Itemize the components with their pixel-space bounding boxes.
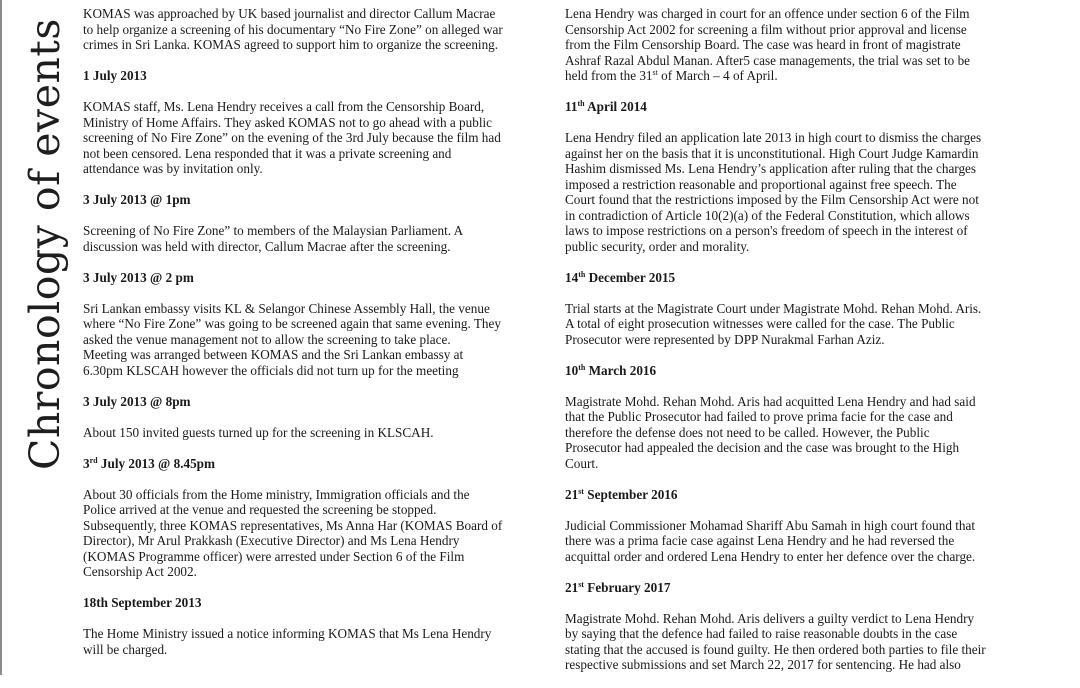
event-date-text: 3 July 2013 @ 1pm (83, 192, 191, 207)
text-line: Police arrived at the venue and requested the screening be stopped. (83, 502, 437, 517)
event-date-heading (565, 363, 1025, 379)
event-description (565, 518, 1025, 565)
text-line: Censorship Act 2002. (83, 564, 197, 579)
text-line: that the Public Prosecutor had failed to prove prima facie for the case and (565, 409, 953, 424)
text-line: Magistrate Mohd. Rehan Mohd. Aris delivers a guilty verdict to Lena Hendry (565, 610, 975, 626)
event-date-superscript: th (577, 99, 585, 108)
text-line-text: of March – 4 of April. (657, 68, 778, 83)
event-date-text: 10 (565, 362, 579, 378)
event-date-heading (565, 270, 1025, 286)
text-line: Lena Hendry was charged in court for an offence under section 6 of the Film (565, 6, 970, 21)
text-line: Ashraf Razal Abdul Manan. After5 case managements, the trial was set to be (565, 52, 971, 68)
text-line: public security, order and morality. (565, 238, 750, 254)
event-date-superscript: rd (89, 455, 98, 465)
text-line: Judicial Commissioner Mohamad Shariff Abu Samah in high court found that (565, 517, 975, 533)
event-description (83, 487, 533, 580)
text-line-text: held from the 31 (565, 68, 653, 83)
event-date-heading (83, 595, 533, 611)
text-line: Screening of No Fire Zone” to members of the Malaysian Parliament. A (83, 223, 464, 238)
event-date-heading (565, 487, 1025, 503)
event-description (83, 223, 533, 254)
text-line: discussion was held with director, Callum Macrae after the screening. (83, 238, 451, 254)
event-description (83, 6, 533, 53)
event-date-text: 18th September 2013 (83, 595, 202, 610)
event-date-superscript: th (578, 269, 586, 279)
text-line: About 30 officials from the Home ministry, Immigration officials and the (83, 486, 470, 502)
text-line: where “No Fire Zone” was going to be screened again that same evening. They (83, 316, 501, 331)
event-date-heading (565, 580, 1025, 596)
event-date-heading (83, 456, 533, 472)
event-date-text: July 2013 @ 8.45pm (97, 455, 216, 471)
text-line: respective submissions and set March 22, 2017 for sentencing. He had also (565, 657, 961, 672)
text-line (565, 68, 1025, 84)
text-line: (KOMAS Programme officer) were arrested under Section 6 of the Film (83, 548, 465, 564)
text-line: by saying that the defence had failed to raise reasonable doubts in the case (565, 626, 958, 641)
text-line: Director), Mr Arul Prakkash (Executive Director) and Ms Lena Hendry (83, 533, 460, 548)
event-description (565, 6, 1025, 84)
left-column (83, 6, 533, 673)
text-line: attendance was by invitation only. (83, 161, 263, 176)
event-date-heading (83, 394, 533, 410)
event-date-text: 1 July 2013 (83, 68, 147, 83)
text-line: screening of No Fire Zone” on the evening of the 3rd July because the film had (83, 130, 501, 145)
event-description (565, 130, 1025, 254)
text-line: acquittal order and ordered Lena Hendry to enter her defence over the charge. (565, 548, 976, 564)
event-date-text: 14 (565, 269, 579, 285)
event-date-heading (565, 99, 1025, 115)
event-description (83, 99, 533, 177)
text-line: KOMAS staff, Ms. Lena Hendry receives a call from the Censorship Board, (83, 99, 485, 114)
text-line: Prosecutor were represented by DPP Nurakmal Farhan Aziz. (565, 331, 885, 347)
event-date-text: 3 July 2013 @ 8pm (83, 393, 191, 409)
event-date-text: 21 (565, 486, 579, 502)
text-line: not been censored. Lena responded that it was a private screening and (83, 145, 452, 161)
text-line: Court. (565, 455, 599, 471)
text-line: stating that the accused is found guilty. He then ordered both parties to file their (565, 641, 986, 657)
event-date-text: December 2015 (585, 269, 676, 285)
text-line: Censorship Act 2002 for screening a film without prior approval and license (565, 21, 967, 37)
text-line: therefore the defense does not need to be called. However, the Public (565, 424, 930, 440)
text-line: laws to impose restrictions on a person's freedom of speech in the interest of (565, 223, 968, 238)
event-description (565, 611, 1025, 673)
text-line: Court found that the restrictions imposed by the Film Censorship Act were not (565, 192, 979, 207)
event-date-superscript: st (578, 486, 584, 496)
right-column (565, 6, 1025, 688)
event-date-text: February 2017 (583, 579, 671, 595)
text-line: against her on the basis that it is unconstitutional. High Court Judge Kamardin (565, 145, 979, 161)
text-line: Sri Lankan embassy visits KL & Selangor Chinese Assembly Hall, the venue (83, 300, 490, 316)
text-line: A total of eight prosecution witnesses were called for the case. The Public (565, 316, 955, 331)
text-line: crimes in Sri Lanka. KOMAS agreed to support him to organize the screening. (83, 37, 499, 52)
event-date-text: 3 July 2013 @ 2 pm (83, 269, 194, 285)
event-date-heading (83, 270, 533, 286)
event-description (565, 394, 1025, 472)
text-line: Subsequently, three KOMAS representatives, Ms Anna Har (KOMAS Board of (83, 517, 503, 533)
page-left-border (0, 0, 2, 675)
text-line: The Home Ministry issued a notice informing KOMAS that Ms Lena Hendry (83, 626, 492, 641)
event-description (83, 425, 533, 441)
text-line: from the Film Censorship Board. The case was heard in front of magistrate (565, 37, 961, 52)
text-line: KOMAS was approached by UK based journalist and director Callum Macrae (83, 6, 496, 21)
event-date-superscript: th (578, 362, 586, 372)
text-line: About 150 invited guests turned up for the screening in KLSCAH. (83, 424, 434, 440)
event-description (83, 626, 533, 657)
event-date-heading (83, 192, 533, 208)
event-date-text: September 2016 (583, 486, 678, 502)
event-description (565, 301, 1025, 348)
text-line: to help organize a screening of his documentary “No Fire Zone” on alleged war (83, 21, 503, 37)
text-line: 6.30pm KLSCAH however the officials did not turn up for the meeting (83, 362, 459, 378)
text-line: Trial starts at the Magistrate Court under Magistrate Mohd. Rehan Mohd. Aris. (565, 300, 982, 316)
event-description (83, 301, 533, 379)
text-line: Magistrate Mohd. Rehan Mohd. Aris had acquitted Lena Hendry and had said (565, 393, 976, 409)
text-line: asked the venue management not to allow the screening to take place. (83, 331, 451, 347)
text-line: in contradiction of Article 10(2)(a) of the Federal Constitution, which allows (565, 207, 970, 223)
text-line: Prosecutor had appealed the decision and the case was brought to the High (565, 440, 960, 455)
text-line: Meeting was arranged between KOMAS and the Sri Lankan embassy at (83, 347, 464, 362)
event-date-text: 11 (565, 99, 578, 114)
text-line: Lena Hendry filed an application late 2013 in high court to dismiss the charges (565, 130, 982, 145)
text-line: there was a prima facie case against Lena Hendry and he had reversed the (565, 533, 955, 548)
event-date-text: 3 (83, 455, 90, 471)
event-date-text: April 2014 (584, 99, 647, 114)
event-date-text: 21 (565, 579, 579, 595)
text-line-superscript: st (652, 68, 658, 77)
event-date-text: March 2016 (585, 362, 657, 378)
text-line: Hashim dismissed Ms. Lena Hendry’s application after ruling that the charges (565, 161, 977, 176)
text-line: imposed a restriction reasonable and proportional against free speech. The (565, 176, 957, 192)
vertical-title: Chronology of events (21, 18, 69, 470)
event-date-superscript: st (578, 579, 584, 589)
text-line: Ministry of Home Affairs. They asked KOMAS not to go ahead with a public (83, 114, 492, 130)
event-date-heading (83, 68, 533, 84)
text-line: will be charged. (83, 641, 168, 657)
